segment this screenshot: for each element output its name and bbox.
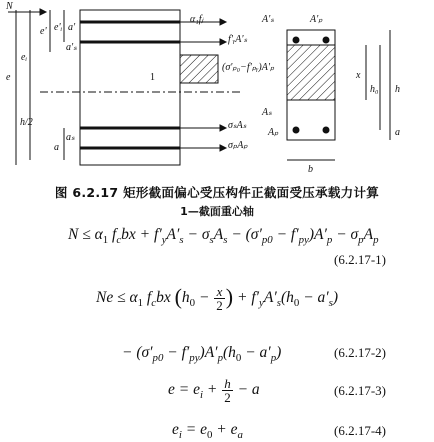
label-e: e: [6, 72, 11, 83]
equation-6-2-17-4: $e_i = e_0 + e_a$: [172, 421, 243, 442]
label-sigma-s-As: σₛAₛ: [228, 120, 247, 131]
label-N: N: [6, 1, 13, 12]
label-sigma-p0: (σ'ₚ₀−f'ₚᵧ)A'ₚ: [222, 62, 275, 73]
label-alpha-fc: α₁fⱼ: [190, 14, 204, 25]
figure-legend: 1—截面重心轴: [180, 205, 254, 218]
label-a-prime: a': [68, 22, 76, 33]
label-h-half: h/2: [20, 117, 33, 128]
label-sec-Ap-prime: A'ₚ: [310, 14, 323, 25]
label-as-prime: a'ₛ: [66, 42, 77, 53]
label-e-prime: e': [40, 26, 47, 37]
equation-6-2-17-2-line1: $Ne \le \alpha_1$ $f_cbx$ ($h_0$ − $\frac{x}{2}$ ) + $f'_yA'_s(h_0 - a'_s)$: [96, 283, 339, 313]
equation-6-2-17-2-line2: − $(\sigma'_{p0} - f'_{py})A'_p(h_0 - a'_p)$: [122, 344, 282, 365]
label-sec-As: Aₛ: [262, 107, 272, 118]
label-1: 1: [150, 72, 155, 83]
label-sec-Ap: Aₚ: [268, 127, 279, 138]
label-sec-As-prime: A'ₛ: [262, 14, 274, 25]
label-sec-b: b: [308, 164, 313, 175]
section-force-diagram: [0, 0, 434, 176]
equation-number: (6.2.17-4): [334, 423, 386, 438]
figure-caption: 图 6.2.17 矩形截面偏心受压构件正截面受压承载力计算: [54, 185, 380, 200]
label-as: aₛ: [66, 132, 75, 143]
equation-number: (6.2.17-1): [334, 252, 386, 267]
label-fy-As: f'ᵧA'ₛ: [228, 34, 248, 45]
label-sec-h0: h₀: [370, 84, 379, 95]
equation-number: (6.2.17-2): [334, 345, 386, 360]
member-outline: [80, 10, 180, 165]
label-ei: eᵢ: [21, 52, 28, 63]
equation-6-2-17-1: $N \le \alpha_1$ $f_cbx + f'_yA'_s - \sigma_sA_s - (\sigma'_{p0} - f'_{py})A'_p - \sigma_pA_p$: [68, 226, 379, 247]
equation-number: (6.2.17-3): [334, 383, 386, 398]
stress-block: [180, 55, 218, 83]
equation-6-2-17-3: $e = e_i$ + $\frac{h}{2}$ − a: [168, 376, 260, 405]
label-sigma-p-Ap: σₚAₚ: [228, 140, 248, 151]
label-ei-prime: e'ᵢ: [54, 22, 63, 33]
label-sec-x: x: [356, 70, 361, 81]
label-sec-h: h: [395, 84, 400, 95]
label-sec-a: a: [395, 127, 400, 138]
label-a: a: [54, 142, 59, 153]
